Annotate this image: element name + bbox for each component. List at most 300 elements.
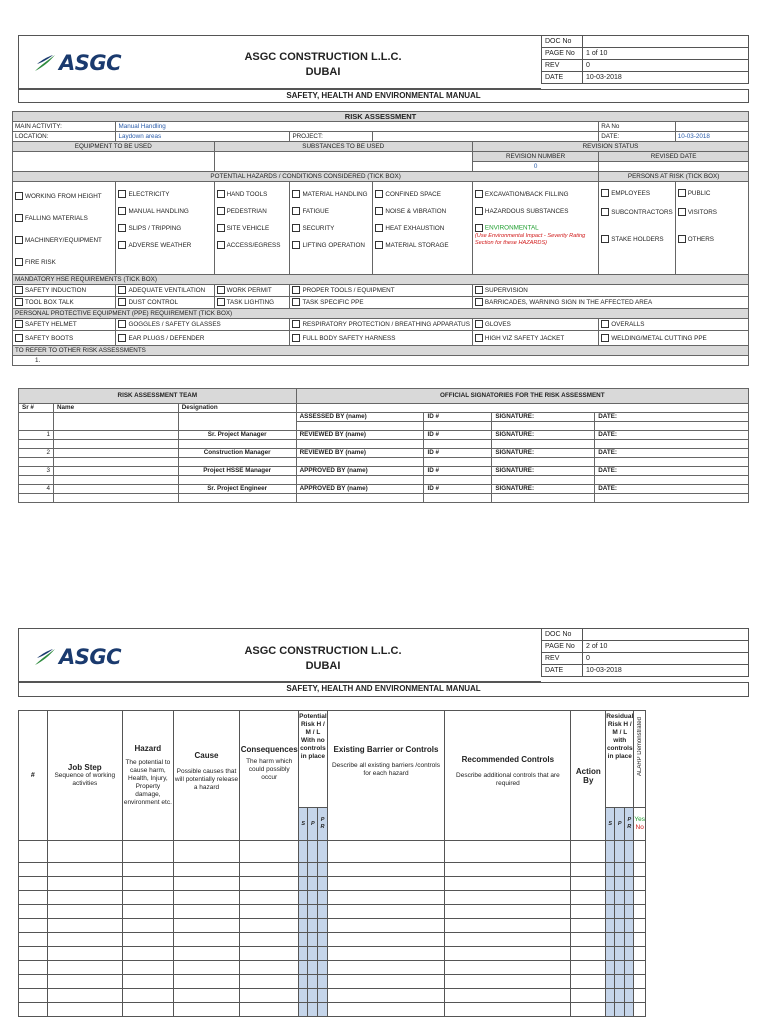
risk-cell[interactable] bbox=[445, 841, 571, 863]
checkbox[interactable] bbox=[15, 214, 23, 222]
risk-cell[interactable] bbox=[606, 947, 615, 961]
risk-cell[interactable] bbox=[606, 933, 615, 947]
role-value[interactable] bbox=[296, 458, 424, 467]
risk-cell[interactable] bbox=[625, 933, 634, 947]
risk-cell[interactable] bbox=[615, 947, 625, 961]
risk-cell[interactable] bbox=[318, 1003, 327, 1017]
checkbox[interactable] bbox=[15, 334, 23, 342]
risk-row[interactable] bbox=[19, 947, 646, 961]
ppe-item[interactable]: FULL BODY SAFETY HARNESS bbox=[290, 331, 472, 346]
person-item[interactable]: STAKE HOLDERS bbox=[601, 230, 672, 249]
risk-cell[interactable] bbox=[173, 1003, 239, 1017]
checkbox[interactable] bbox=[678, 235, 686, 243]
risk-cell[interactable] bbox=[122, 961, 173, 975]
risk-cell[interactable] bbox=[445, 961, 571, 975]
risk-row[interactable] bbox=[19, 905, 646, 919]
ppe-item[interactable]: RESPIRATORY PROTECTION / BREATHING APPARATUS bbox=[290, 319, 472, 331]
risk-cell[interactable] bbox=[122, 933, 173, 947]
hazard-item[interactable]: ELECTRICITY bbox=[118, 186, 211, 203]
risk-cell[interactable] bbox=[240, 989, 299, 1003]
mandatory-item[interactable]: BARRICADES, WARNING SIGN IN THE AFFECTED AREA bbox=[472, 297, 748, 309]
ppe-item[interactable]: EAR PLUGS / DEFENDER bbox=[116, 331, 290, 346]
checkbox[interactable] bbox=[601, 189, 609, 197]
checkbox[interactable] bbox=[118, 320, 126, 328]
checkbox[interactable] bbox=[292, 286, 300, 294]
risk-row[interactable] bbox=[19, 891, 646, 905]
risk-cell[interactable] bbox=[634, 877, 646, 891]
risk-cell[interactable] bbox=[299, 919, 308, 933]
risk-cell[interactable] bbox=[308, 961, 318, 975]
checkbox[interactable] bbox=[15, 298, 23, 306]
risk-row[interactable] bbox=[19, 1003, 646, 1017]
refer-item[interactable]: 1. bbox=[13, 356, 749, 366]
checkbox[interactable] bbox=[475, 298, 483, 306]
risk-cell[interactable] bbox=[327, 891, 445, 905]
project-value[interactable] bbox=[373, 132, 599, 142]
risk-cell[interactable] bbox=[47, 877, 122, 891]
risk-cell[interactable] bbox=[240, 841, 299, 863]
checkbox[interactable] bbox=[601, 235, 609, 243]
checkbox[interactable] bbox=[118, 207, 126, 215]
ppe-item[interactable]: SAFETY HELMET bbox=[13, 319, 116, 331]
hazard-item[interactable]: PEDESTRIAN bbox=[217, 203, 288, 220]
risk-cell[interactable] bbox=[606, 891, 615, 905]
person-item[interactable]: OTHERS bbox=[678, 230, 746, 249]
risk-cell[interactable] bbox=[327, 989, 445, 1003]
risk-cell[interactable] bbox=[173, 933, 239, 947]
risk-cell[interactable] bbox=[19, 989, 48, 1003]
risk-row[interactable] bbox=[19, 975, 646, 989]
risk-cell[interactable] bbox=[615, 891, 625, 905]
risk-cell[interactable] bbox=[445, 947, 571, 961]
risk-cell[interactable] bbox=[571, 975, 606, 989]
risk-cell[interactable] bbox=[19, 841, 48, 863]
risk-cell[interactable] bbox=[625, 989, 634, 1003]
risk-cell[interactable] bbox=[445, 891, 571, 905]
risk-cell[interactable] bbox=[606, 989, 615, 1003]
risk-cell[interactable] bbox=[47, 933, 122, 947]
risk-cell[interactable] bbox=[47, 947, 122, 961]
person-item[interactable]: PUBLIC bbox=[678, 184, 746, 203]
person-item[interactable]: VISITORS bbox=[678, 203, 746, 222]
checkbox[interactable] bbox=[375, 190, 383, 198]
risk-cell[interactable] bbox=[19, 975, 48, 989]
ra-no-value[interactable] bbox=[675, 122, 748, 132]
checkbox[interactable] bbox=[15, 320, 23, 328]
risk-cell[interactable] bbox=[19, 947, 48, 961]
risk-cell[interactable] bbox=[299, 947, 308, 961]
risk-cell[interactable] bbox=[606, 1003, 615, 1017]
mandatory-item[interactable]: DUST CONTROL bbox=[116, 297, 214, 309]
risk-cell[interactable] bbox=[240, 919, 299, 933]
risk-cell[interactable] bbox=[327, 905, 445, 919]
risk-cell[interactable] bbox=[625, 877, 634, 891]
risk-cell[interactable] bbox=[122, 905, 173, 919]
risk-cell[interactable] bbox=[571, 841, 606, 863]
risk-cell[interactable] bbox=[308, 947, 318, 961]
main-activity-value[interactable]: Manual Handling bbox=[116, 122, 599, 132]
risk-cell[interactable] bbox=[308, 841, 318, 863]
risk-cell[interactable] bbox=[318, 975, 327, 989]
risk-cell[interactable] bbox=[173, 975, 239, 989]
risk-cell[interactable] bbox=[299, 841, 308, 863]
checkbox[interactable] bbox=[375, 224, 383, 232]
checkbox[interactable] bbox=[118, 241, 126, 249]
hazard-item[interactable]: SECURITY bbox=[292, 220, 370, 237]
risk-cell[interactable] bbox=[47, 989, 122, 1003]
risk-cell[interactable] bbox=[327, 947, 445, 961]
checkbox[interactable] bbox=[601, 334, 609, 342]
mandatory-item[interactable]: TASK SPECIFIC PPE bbox=[290, 297, 472, 309]
risk-cell[interactable] bbox=[240, 975, 299, 989]
risk-cell[interactable] bbox=[19, 919, 48, 933]
risk-row[interactable] bbox=[19, 989, 646, 1003]
checkbox[interactable] bbox=[217, 286, 225, 294]
risk-cell[interactable] bbox=[327, 919, 445, 933]
risk-cell[interactable] bbox=[571, 1003, 606, 1017]
name-cell[interactable] bbox=[53, 431, 178, 440]
checkbox[interactable] bbox=[475, 207, 483, 215]
name-cell[interactable] bbox=[53, 485, 178, 494]
mandatory-item[interactable]: PROPER TOOLS / EQUIPMENT bbox=[290, 285, 472, 297]
risk-cell[interactable] bbox=[173, 863, 239, 877]
checkbox[interactable] bbox=[375, 241, 383, 249]
risk-cell[interactable] bbox=[299, 933, 308, 947]
risk-cell[interactable] bbox=[634, 933, 646, 947]
risk-cell[interactable] bbox=[327, 877, 445, 891]
risk-cell[interactable] bbox=[173, 947, 239, 961]
ppe-item[interactable]: GLOVES bbox=[472, 319, 598, 331]
risk-cell[interactable] bbox=[240, 933, 299, 947]
risk-cell[interactable] bbox=[19, 877, 48, 891]
risk-cell[interactable] bbox=[47, 841, 122, 863]
risk-cell[interactable] bbox=[615, 933, 625, 947]
checkbox[interactable] bbox=[475, 334, 483, 342]
checkbox[interactable] bbox=[292, 207, 300, 215]
risk-cell[interactable] bbox=[318, 905, 327, 919]
hazard-item[interactable]: MATERIAL STORAGE bbox=[375, 237, 470, 254]
checkbox[interactable] bbox=[292, 298, 300, 306]
risk-cell[interactable] bbox=[615, 961, 625, 975]
role-value[interactable] bbox=[296, 494, 424, 503]
ppe-item[interactable]: WELDING/METAL CUTTING PPE bbox=[599, 331, 749, 346]
risk-cell[interactable] bbox=[308, 891, 318, 905]
risk-cell[interactable] bbox=[571, 989, 606, 1003]
risk-cell[interactable] bbox=[19, 905, 48, 919]
risk-cell[interactable] bbox=[47, 975, 122, 989]
risk-cell[interactable] bbox=[19, 961, 48, 975]
risk-cell[interactable] bbox=[122, 841, 173, 863]
risk-cell[interactable] bbox=[634, 863, 646, 877]
risk-cell[interactable] bbox=[445, 989, 571, 1003]
ppe-item[interactable]: GOGGLES / SAFETY GLASSES bbox=[116, 319, 290, 331]
risk-cell[interactable] bbox=[173, 891, 239, 905]
mandatory-item[interactable]: SUPERVISION bbox=[472, 285, 748, 297]
risk-cell[interactable] bbox=[308, 863, 318, 877]
risk-cell[interactable] bbox=[615, 905, 625, 919]
risk-row[interactable] bbox=[19, 877, 646, 891]
hazard-item[interactable]: MANUAL HANDLING bbox=[118, 203, 211, 220]
risk-cell[interactable] bbox=[47, 961, 122, 975]
risk-cell[interactable] bbox=[240, 905, 299, 919]
risk-cell[interactable] bbox=[240, 877, 299, 891]
risk-cell[interactable] bbox=[445, 877, 571, 891]
checkbox[interactable] bbox=[601, 208, 609, 216]
person-item[interactable]: EMPLOYEES bbox=[601, 184, 672, 203]
hazard-item[interactable]: CONFINED SPACE bbox=[375, 186, 470, 203]
checkbox[interactable] bbox=[118, 190, 126, 198]
risk-cell[interactable] bbox=[634, 891, 646, 905]
hazard-item[interactable]: NOISE & VIBRATION bbox=[375, 203, 470, 220]
risk-cell[interactable] bbox=[606, 919, 615, 933]
checkbox[interactable] bbox=[678, 208, 686, 216]
risk-cell[interactable] bbox=[122, 919, 173, 933]
risk-cell[interactable] bbox=[445, 1003, 571, 1017]
risk-cell[interactable] bbox=[327, 961, 445, 975]
risk-cell[interactable] bbox=[571, 919, 606, 933]
risk-cell[interactable] bbox=[571, 863, 606, 877]
hazard-item[interactable]: SLIPS / TRIPPING bbox=[118, 220, 211, 237]
risk-row[interactable] bbox=[19, 919, 646, 933]
checkbox[interactable] bbox=[217, 241, 225, 249]
mandatory-item[interactable]: WORK PERMIT bbox=[214, 285, 290, 297]
risk-cell[interactable] bbox=[318, 947, 327, 961]
risk-cell[interactable] bbox=[47, 891, 122, 905]
risk-cell[interactable] bbox=[173, 989, 239, 1003]
checkbox[interactable] bbox=[292, 334, 300, 342]
risk-cell[interactable] bbox=[327, 841, 445, 863]
hazard-item[interactable]: EXCAVATION/BACK FILLING bbox=[475, 186, 596, 203]
risk-cell[interactable] bbox=[240, 961, 299, 975]
risk-cell[interactable] bbox=[240, 1003, 299, 1017]
risk-cell[interactable] bbox=[19, 891, 48, 905]
risk-cell[interactable] bbox=[318, 877, 327, 891]
risk-cell[interactable] bbox=[47, 1003, 122, 1017]
ppe-item[interactable]: SAFETY BOOTS bbox=[13, 331, 116, 346]
risk-cell[interactable] bbox=[173, 919, 239, 933]
checkbox[interactable] bbox=[375, 207, 383, 215]
risk-cell[interactable] bbox=[240, 891, 299, 905]
revision-number-value[interactable]: 0 bbox=[472, 162, 598, 172]
risk-cell[interactable] bbox=[327, 1003, 445, 1017]
risk-cell[interactable] bbox=[308, 905, 318, 919]
risk-cell[interactable] bbox=[634, 975, 646, 989]
risk-cell[interactable] bbox=[615, 863, 625, 877]
risk-cell[interactable] bbox=[299, 891, 308, 905]
checkbox[interactable] bbox=[217, 224, 225, 232]
checkbox[interactable] bbox=[118, 334, 126, 342]
risk-cell[interactable] bbox=[299, 989, 308, 1003]
risk-cell[interactable] bbox=[122, 877, 173, 891]
risk-cell[interactable] bbox=[615, 1003, 625, 1017]
risk-cell[interactable] bbox=[634, 1003, 646, 1017]
hazard-item[interactable]: LIFTING OPERATION bbox=[292, 237, 370, 254]
hazard-item[interactable]: ACCESS/EGRESS bbox=[217, 237, 288, 254]
revised-date-value[interactable] bbox=[599, 162, 749, 172]
risk-row[interactable] bbox=[19, 933, 646, 947]
risk-cell[interactable] bbox=[318, 919, 327, 933]
risk-cell[interactable] bbox=[625, 961, 634, 975]
name-cell[interactable] bbox=[53, 413, 178, 431]
risk-cell[interactable] bbox=[634, 961, 646, 975]
checkbox[interactable] bbox=[15, 236, 23, 244]
risk-cell[interactable] bbox=[571, 961, 606, 975]
checkbox[interactable] bbox=[475, 224, 483, 232]
hazard-item[interactable]: SITE VEHICLE bbox=[217, 220, 288, 237]
mandatory-item[interactable]: ADEQUATE VENTILATION bbox=[116, 285, 214, 297]
risk-cell[interactable] bbox=[240, 947, 299, 961]
checkbox[interactable] bbox=[15, 192, 23, 200]
risk-cell[interactable] bbox=[445, 905, 571, 919]
risk-cell[interactable] bbox=[606, 905, 615, 919]
hazard-item[interactable]: HAZARDOUS SUBSTANCES bbox=[475, 203, 596, 220]
risk-cell[interactable] bbox=[606, 863, 615, 877]
risk-cell[interactable] bbox=[571, 933, 606, 947]
checkbox[interactable] bbox=[15, 258, 23, 266]
risk-cell[interactable] bbox=[122, 947, 173, 961]
risk-cell[interactable] bbox=[47, 919, 122, 933]
checkbox[interactable] bbox=[475, 190, 483, 198]
risk-cell[interactable] bbox=[299, 877, 308, 891]
risk-cell[interactable] bbox=[625, 947, 634, 961]
name-cell[interactable] bbox=[53, 494, 178, 503]
equipment-value[interactable] bbox=[13, 152, 215, 172]
risk-cell[interactable] bbox=[606, 841, 615, 863]
risk-cell[interactable] bbox=[571, 877, 606, 891]
checkbox[interactable] bbox=[292, 224, 300, 232]
risk-cell[interactable] bbox=[318, 989, 327, 1003]
risk-cell[interactable] bbox=[615, 975, 625, 989]
risk-cell[interactable] bbox=[318, 961, 327, 975]
risk-cell[interactable] bbox=[571, 891, 606, 905]
risk-cell[interactable] bbox=[318, 841, 327, 863]
checkbox[interactable] bbox=[475, 320, 483, 328]
role-value[interactable] bbox=[296, 440, 424, 449]
risk-cell[interactable] bbox=[625, 1003, 634, 1017]
risk-cell[interactable] bbox=[634, 841, 646, 863]
hazard-item[interactable]: WORKING FROM HEIGHT bbox=[15, 186, 113, 208]
checkbox[interactable] bbox=[217, 190, 225, 198]
risk-cell[interactable] bbox=[625, 863, 634, 877]
risk-cell[interactable] bbox=[308, 1003, 318, 1017]
checkbox[interactable] bbox=[601, 320, 609, 328]
checkbox[interactable] bbox=[15, 286, 23, 294]
risk-cell[interactable] bbox=[445, 863, 571, 877]
risk-row[interactable] bbox=[19, 841, 646, 863]
checkbox[interactable] bbox=[292, 241, 300, 249]
risk-cell[interactable] bbox=[318, 863, 327, 877]
risk-cell[interactable] bbox=[308, 989, 318, 1003]
risk-cell[interactable] bbox=[122, 975, 173, 989]
risk-cell[interactable] bbox=[19, 863, 48, 877]
risk-cell[interactable] bbox=[122, 1003, 173, 1017]
hazard-item[interactable]: HEAT EXHAUSTION bbox=[375, 220, 470, 237]
risk-row[interactable] bbox=[19, 863, 646, 877]
name-cell[interactable] bbox=[53, 449, 178, 458]
hazard-item[interactable]: ADVERSE WEATHER bbox=[118, 237, 211, 254]
risk-cell[interactable] bbox=[625, 975, 634, 989]
substances-value[interactable] bbox=[214, 152, 472, 172]
checkbox[interactable] bbox=[475, 286, 483, 294]
hazard-item-environmental[interactable]: ENVIRONMENTAL (Use Environmental Impact - Severity Rating Section for these HAZARDS) bbox=[475, 224, 596, 247]
checkbox[interactable] bbox=[118, 286, 126, 294]
checkbox[interactable] bbox=[678, 189, 686, 197]
ppe-item[interactable]: HIGH VIZ SAFETY JACKET bbox=[472, 331, 598, 346]
risk-cell[interactable] bbox=[445, 975, 571, 989]
risk-cell[interactable] bbox=[615, 989, 625, 1003]
risk-cell[interactable] bbox=[615, 919, 625, 933]
risk-cell[interactable] bbox=[606, 961, 615, 975]
risk-cell[interactable] bbox=[173, 877, 239, 891]
risk-cell[interactable] bbox=[634, 989, 646, 1003]
risk-cell[interactable] bbox=[47, 905, 122, 919]
risk-cell[interactable] bbox=[173, 905, 239, 919]
date-value[interactable]: 10-03-2018 bbox=[675, 132, 748, 142]
checkbox[interactable] bbox=[292, 190, 300, 198]
risk-cell[interactable] bbox=[318, 933, 327, 947]
risk-cell[interactable] bbox=[445, 919, 571, 933]
checkbox[interactable] bbox=[118, 298, 126, 306]
risk-cell[interactable] bbox=[299, 1003, 308, 1017]
risk-cell[interactable] bbox=[615, 877, 625, 891]
risk-cell[interactable] bbox=[122, 891, 173, 905]
risk-cell[interactable] bbox=[299, 975, 308, 989]
risk-cell[interactable] bbox=[308, 975, 318, 989]
risk-cell[interactable] bbox=[47, 863, 122, 877]
risk-cell[interactable] bbox=[625, 891, 634, 905]
risk-cell[interactable] bbox=[634, 947, 646, 961]
role-value[interactable] bbox=[296, 422, 424, 431]
mandatory-item[interactable]: SAFETY INDUCTION bbox=[13, 285, 116, 297]
risk-cell[interactable] bbox=[571, 905, 606, 919]
mandatory-item[interactable]: TOOL BOX TALK bbox=[13, 297, 116, 309]
risk-cell[interactable] bbox=[299, 863, 308, 877]
risk-cell[interactable] bbox=[19, 1003, 48, 1017]
risk-row[interactable] bbox=[19, 961, 646, 975]
checkbox[interactable] bbox=[217, 298, 225, 306]
mandatory-item[interactable]: TASK LIGHTING bbox=[214, 297, 290, 309]
risk-cell[interactable] bbox=[327, 975, 445, 989]
hazard-item[interactable]: FALLING MATERIALS bbox=[15, 208, 113, 230]
risk-cell[interactable] bbox=[19, 933, 48, 947]
risk-cell[interactable] bbox=[240, 863, 299, 877]
risk-cell[interactable] bbox=[299, 961, 308, 975]
risk-cell[interactable] bbox=[299, 905, 308, 919]
risk-cell[interactable] bbox=[634, 919, 646, 933]
risk-cell[interactable] bbox=[308, 877, 318, 891]
risk-cell[interactable] bbox=[308, 919, 318, 933]
hazard-item[interactable]: MACHINERY/EQUIPMENT bbox=[15, 230, 113, 252]
risk-cell[interactable] bbox=[327, 933, 445, 947]
location-value[interactable]: Laydown areas bbox=[116, 132, 290, 142]
hazard-item[interactable]: FIRE RISK bbox=[15, 252, 113, 274]
checkbox[interactable] bbox=[292, 320, 300, 328]
risk-cell[interactable] bbox=[318, 891, 327, 905]
name-cell[interactable] bbox=[53, 467, 178, 476]
risk-cell[interactable] bbox=[445, 933, 571, 947]
risk-cell[interactable] bbox=[122, 863, 173, 877]
risk-cell[interactable] bbox=[173, 841, 239, 863]
checkbox[interactable] bbox=[217, 207, 225, 215]
risk-cell[interactable] bbox=[606, 975, 615, 989]
risk-cell[interactable] bbox=[308, 933, 318, 947]
risk-cell[interactable] bbox=[625, 919, 634, 933]
hazard-item[interactable]: MATERIAL HANDLING bbox=[292, 186, 370, 203]
risk-cell[interactable] bbox=[606, 877, 615, 891]
risk-cell[interactable] bbox=[122, 989, 173, 1003]
checkbox[interactable] bbox=[118, 224, 126, 232]
risk-cell[interactable] bbox=[615, 841, 625, 863]
